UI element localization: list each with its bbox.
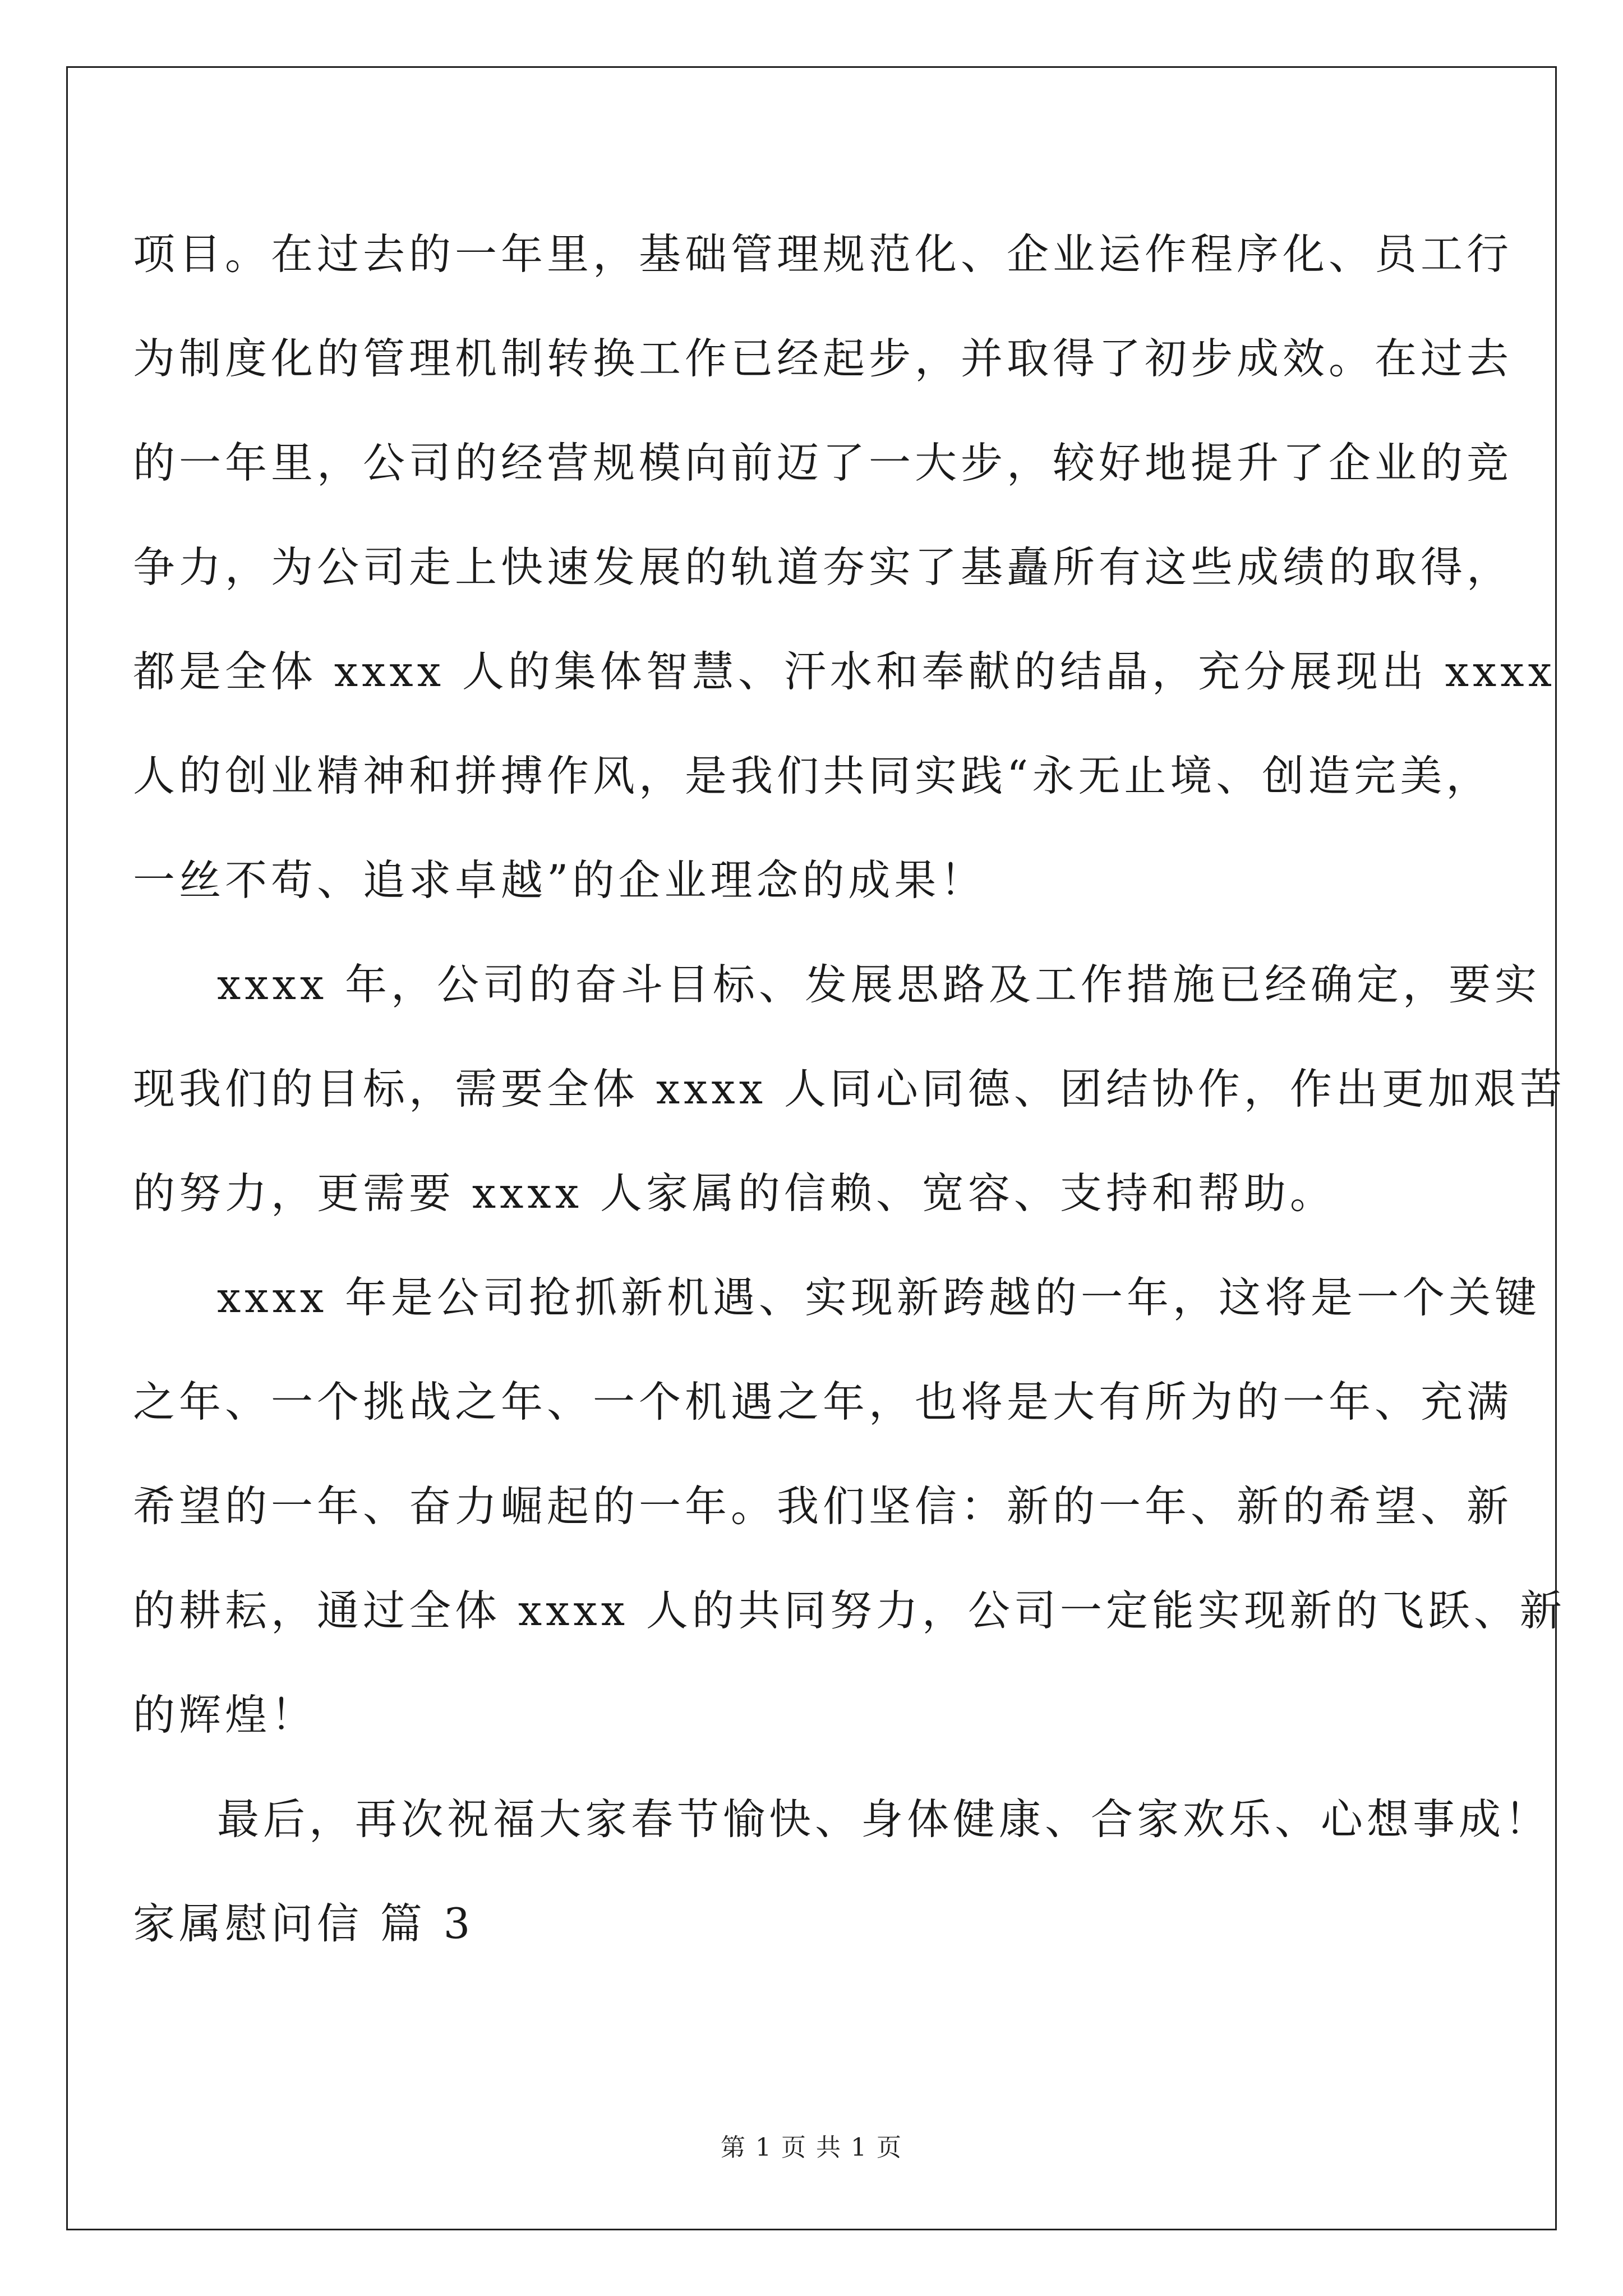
paragraph-line: 项目。在过去的一年里，基础管理规范化、企业运作程序化、员工行 bbox=[133, 229, 1513, 279]
paragraph-1 bbox=[133, 202, 1556, 932]
paragraph-line: 希望的一年、奋力崛起的一年。我们坚信：新的一年、新的希望、新 bbox=[133, 1481, 1513, 1531]
page-footer bbox=[0, 2127, 1623, 2163]
page-number: 第 1 页 共 1 页 bbox=[721, 2133, 902, 2162]
paragraph-line: 的一年里，公司的经营规模向前迈了一大步，较好地提升了企业的竞 bbox=[133, 438, 1513, 487]
paragraph-line: 现我们的目标，需要全体 xxxx 人同心同德、团结协作，作出更加艰苦 bbox=[133, 1064, 1566, 1114]
paragraph-line: xxxx 年，公司的奋斗目标、发展思路及工作措施已经确定，要实 bbox=[217, 960, 1541, 1009]
paragraph-line: xxxx 年是公司抢抓新机遇、实现新跨越的一年，这将是一个关键 bbox=[217, 1273, 1541, 1322]
paragraph-4 bbox=[133, 1767, 1551, 1871]
paragraph-line: 一丝不苟、追求卓越”的企业理念的成果！ bbox=[133, 855, 986, 905]
paragraph-2 bbox=[133, 932, 1566, 1245]
paragraph-line: 之年、一个挑战之年、一个机遇之年，也将是大有所为的一年、充满 bbox=[133, 1377, 1513, 1427]
paragraph-line: 最后，再次祝福大家春节愉快、身体健康、合家欢乐、心想事成！ bbox=[217, 1795, 1551, 1844]
section-title bbox=[133, 1871, 1490, 1976]
paragraph-line: 的辉煌！ bbox=[133, 1690, 317, 1740]
paragraph-line: 为制度化的管理机制转换工作已经起步，并取得了初步成效。在过去 bbox=[133, 334, 1513, 383]
section-heading: 家属慰问信 篇 3 bbox=[133, 1899, 474, 1948]
paragraph-line: 的努力，更需要 xxxx 人家属的信赖、宽容、支持和帮助。 bbox=[133, 1168, 1336, 1218]
document-body bbox=[133, 202, 1566, 1976]
paragraph-line: 争力，为公司走上快速发展的轨道夯实了基矗所有这些成绩的取得， bbox=[133, 542, 1513, 592]
paragraph-line: 都是全体 xxxx 人的集体智慧、汗水和奉献的结晶，充分展现出 xxxx bbox=[133, 647, 1556, 696]
paragraph-3 bbox=[133, 1245, 1566, 1767]
paragraph-line: 的耕耘，通过全体 xxxx 人的共同努力，公司一定能实现新的飞跃、新 bbox=[133, 1586, 1566, 1635]
paragraph-line: 人的创业精神和拼搏作风，是我们共同实践“永无止境、创造完美， bbox=[133, 751, 1492, 800]
